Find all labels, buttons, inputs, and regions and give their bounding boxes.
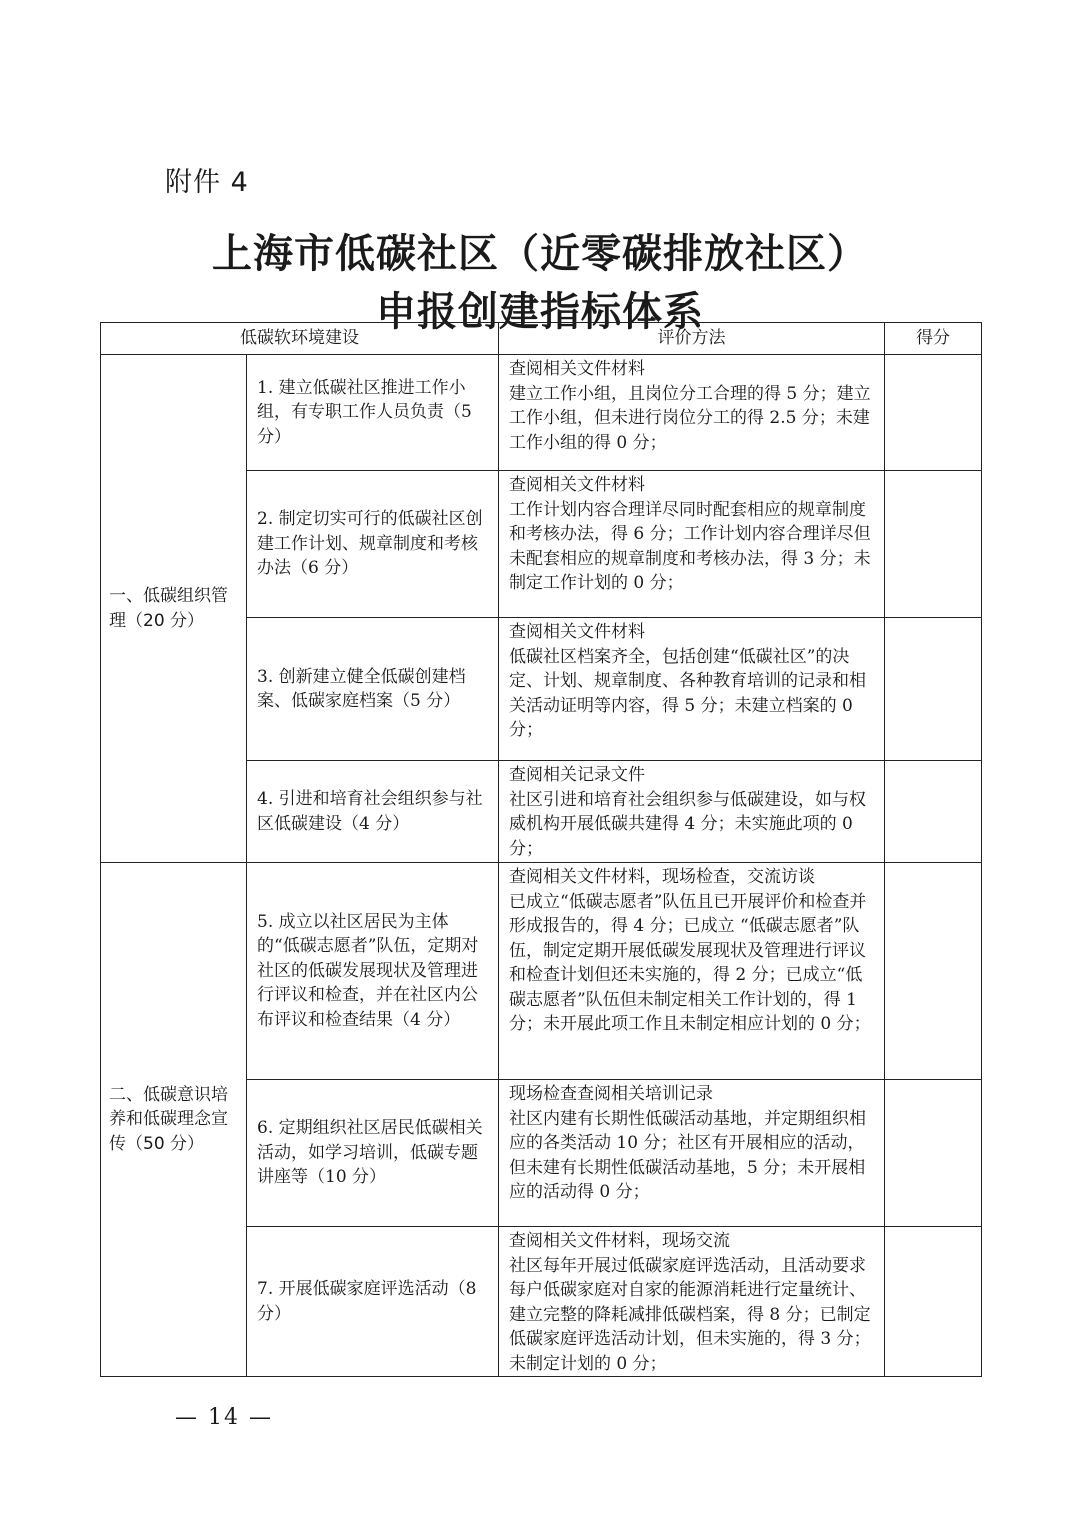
category-cell: 二、低碳意识培养和低碳理念宣传（50 分） — [101, 863, 247, 1377]
table-row — [101, 863, 982, 1080]
document-title-line-2: 申报创建指标体系 — [376, 289, 704, 335]
method-cell — [499, 1227, 885, 1377]
method-criteria: 建立工作小组，且岗位分工合理的得 5 分；建立工作小组，但未进行岗位分工的得 2.5 分；未建工作小组的得 0 分； — [509, 383, 871, 453]
method-cell — [499, 761, 885, 863]
attachment-label: 附件 4 — [165, 167, 249, 198]
method-cell — [499, 618, 885, 761]
method-source: 查阅相关文件材料 — [509, 359, 645, 379]
method-criteria: 社区引进和培育社会组织参与低碳建设，如与权威机构开展低碳共建得 4 分；未实施此项的 0 分； — [509, 789, 866, 859]
score-cell[interactable] — [885, 1227, 982, 1377]
item-cell: 2. 制定切实可行的低碳社区创建工作计划、规章制度和考核办法（6 分） — [247, 471, 499, 618]
method-source: 查阅相关文件材料 — [509, 475, 645, 495]
method-cell — [499, 1080, 885, 1227]
method-source: 查阅相关文件材料 — [509, 622, 645, 642]
method-criteria: 社区内建有长期性低碳活动基地，并定期组织相应的各类活动 10 分；社区有开展相应的活动，但未建有长期性低碳活动基地，5 分；未开展相应的活动得 0 分； — [509, 1108, 866, 1202]
score-cell[interactable] — [885, 471, 982, 618]
table-row — [101, 355, 982, 471]
method-criteria: 工作计划内容合理详尽同时配套相应的规章制度和考核办法，得 6 分；工作计划内容合理详尽但未配套相应的规章制度和考核办法，得 3 分；未制定工作计划的 0 分； — [509, 499, 871, 593]
score-cell[interactable] — [885, 355, 982, 471]
item-cell: 6. 定期组织社区居民低碳相关活动，如学习培训，低碳专题讲座等（10 分） — [247, 1080, 499, 1227]
method-cell — [499, 355, 885, 471]
method-criteria: 已成立“低碳志愿者”队伍且已开展评价和检查并形成报告的，得 4 分；已成立 “低碳志愿者”队伍，制定定期开展低碳发展现状及管理进行评议和检查计划但还未实施的，得 2 分；已成立“低碳志愿者”队伍但未制定相关工作计划的，得 1 分；未开展此项工作且未制定相应计划的 0 分； — [509, 891, 871, 1034]
item-cell: 3. 创新建立健全低碳创建档案、低碳家庭档案（5 分） — [247, 618, 499, 761]
column-header-score: 得分 — [885, 323, 982, 355]
score-cell[interactable] — [885, 618, 982, 761]
score-cell[interactable] — [885, 1080, 982, 1227]
item-cell: 7. 开展低碳家庭评选活动（8 分） — [247, 1227, 499, 1377]
indicator-table — [100, 322, 982, 1377]
method-source: 查阅相关记录文件 — [509, 765, 645, 785]
method-criteria: 低碳社区档案齐全，包括创建“低碳社区”的决定、计划、规章制度、各种教育培训的记录和相关活动证明等内容，得 5 分；未建立档案的 0 分； — [509, 646, 866, 740]
column-header-environment: 低碳软环境建设 — [101, 323, 499, 355]
method-criteria: 社区每年开展过低碳家庭评选活动，且活动要求每户低碳家庭对自家的能源消耗进行定量统计、建立完整的降耗减排低碳档案，得 8 分；已制定低碳家庭评选活动计划，但未实施的，得 3 分；未制定计划的 0 分； — [509, 1255, 871, 1374]
table-header-row — [101, 323, 982, 355]
method-source: 查阅相关文件材料，现场交流 — [509, 1231, 730, 1251]
category-cell: 一、低碳组织管理（20 分） — [101, 355, 247, 863]
item-cell: 4. 引进和培育社会组织参与社区低碳建设（4 分） — [247, 761, 499, 863]
item-cell: 5. 成立以社区居民为主体的“低碳志愿者”队伍，定期对社区的低碳发展现状及管理进行评议和检查，并在社区内公布评议和检查结果（4 分） — [247, 863, 499, 1080]
score-cell[interactable] — [885, 863, 982, 1080]
document-title-line-1: 上海市低碳社区（近零碳排放社区） — [212, 231, 868, 277]
item-cell: 1. 建立低碳社区推进工作小组，有专职工作人员负责（5 分） — [247, 355, 499, 471]
method-source: 查阅相关文件材料，现场检查，交流访谈 — [509, 867, 815, 887]
method-source: 现场检查查阅相关培训记录 — [509, 1084, 713, 1104]
method-cell — [499, 863, 885, 1080]
score-cell[interactable] — [885, 761, 982, 863]
page-number: — 14 — — [175, 1405, 273, 1430]
method-cell — [499, 471, 885, 618]
column-header-method: 评价方法 — [499, 323, 885, 355]
